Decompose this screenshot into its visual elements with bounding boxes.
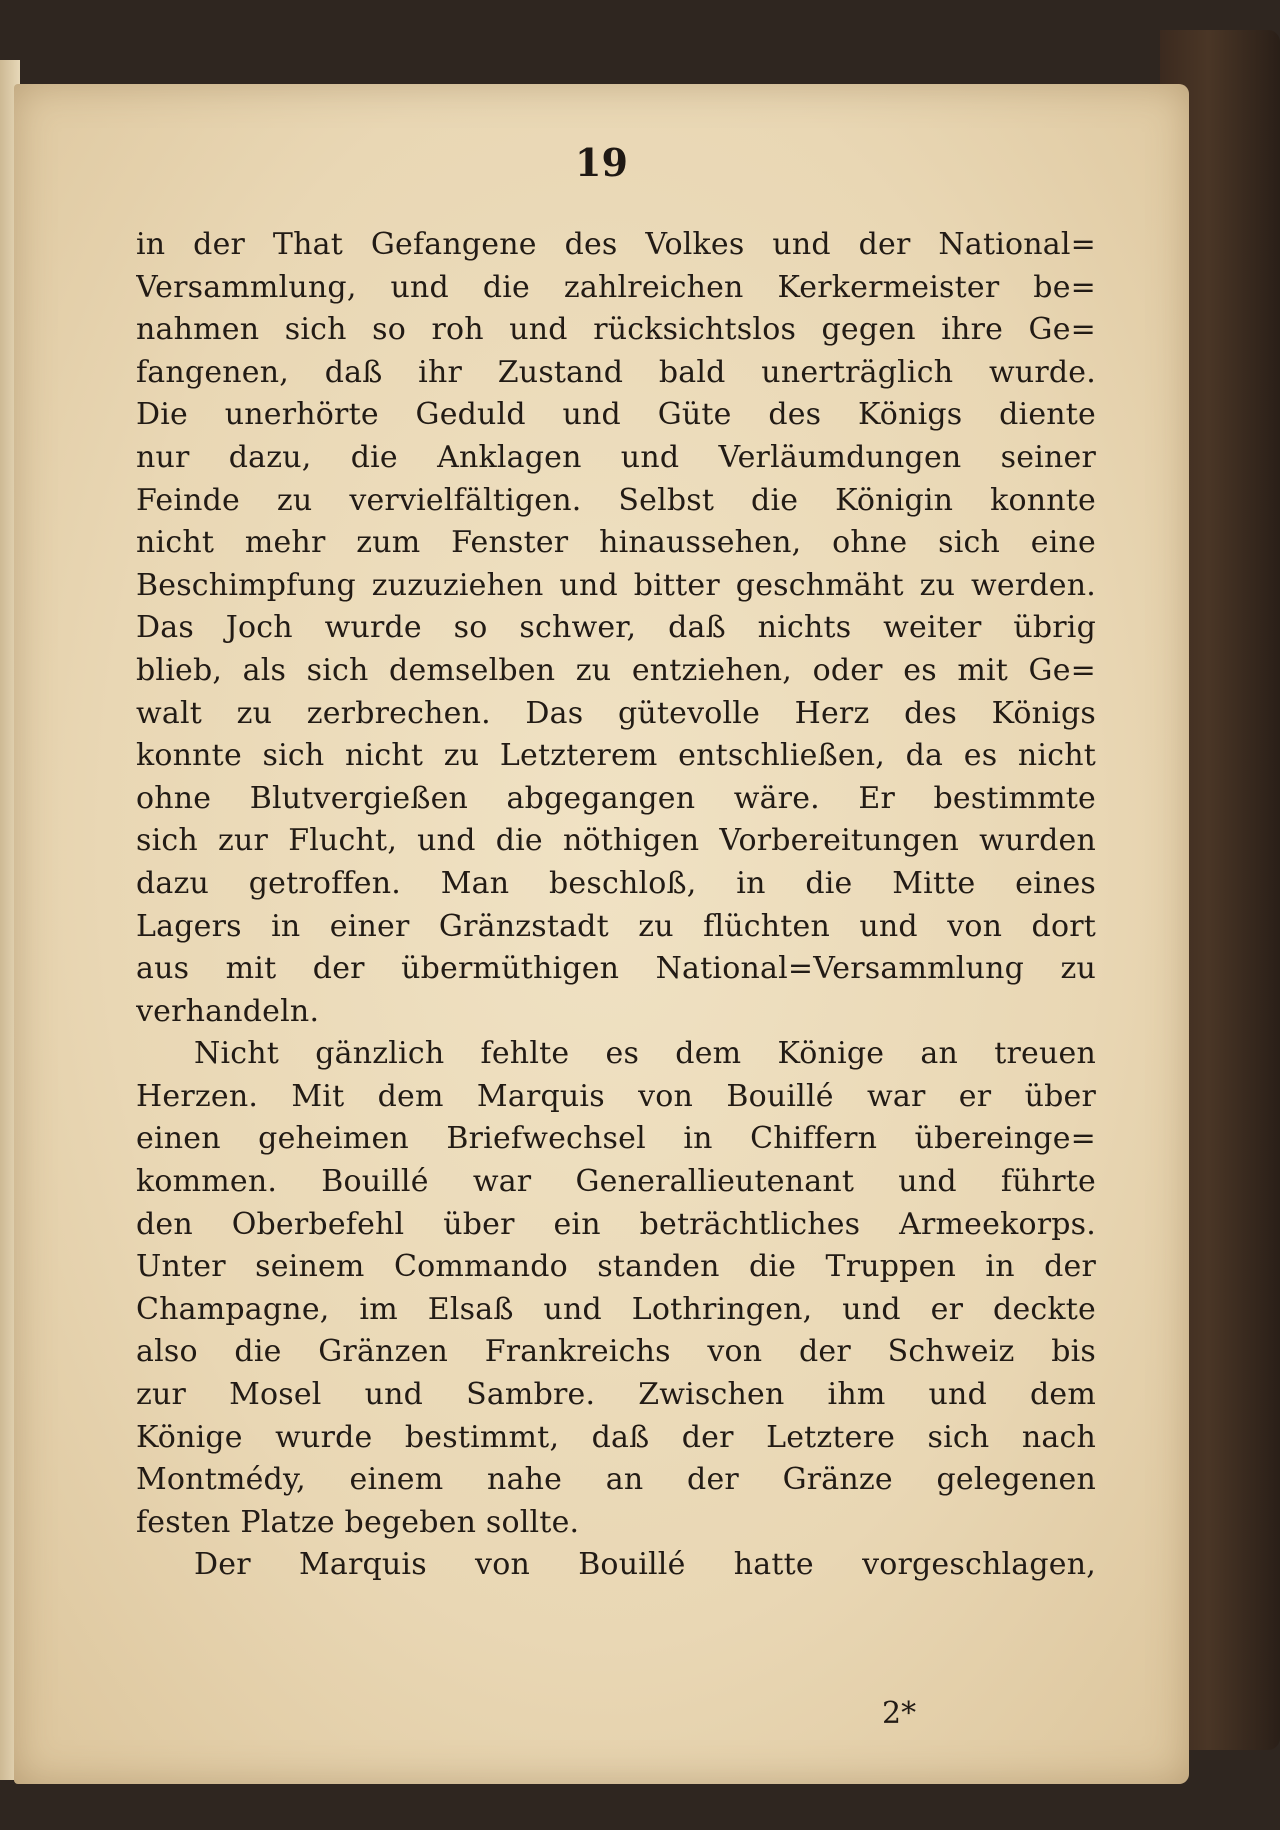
text-line: Champagne, im Elsaß und Lothringen, und er deckte [136, 1291, 1096, 1327]
signature-mark: 2* [882, 1696, 917, 1731]
text-line: sich zur Flucht, und die nöthigen Vorbereitungen wurden [136, 823, 1096, 859]
text-line: zur Mosel und Sambre. Zwischen ihm und dem [136, 1377, 1096, 1413]
text-line: walt zu zerbrechen. Das gütevolle Herz des Königs [136, 695, 1096, 731]
page-number: 19 [575, 140, 628, 185]
text-line: blieb, als sich demselben zu entziehen, oder es mit Ge= [136, 652, 1096, 688]
text-line: in der That Gefangene des Volkes und der National= [136, 227, 1096, 262]
text-line: kommen. Bouillé war Generallieutenant und führte [136, 1164, 1096, 1200]
text-line: den Oberbefehl über ein beträchtliches Armeekorps. [136, 1206, 1096, 1242]
text-line: aus mit der übermüthigen National=Versammlung zu [136, 951, 1096, 987]
text-line: dazu getroffen. Man beschloß, in die Mitte eines [136, 865, 1096, 901]
text-line: Versammlung, und die zahlreichen Kerkermeister be= [136, 269, 1096, 305]
text-line: nahmen sich so roh und rücksichtslos gegen ihre Ge= [136, 312, 1096, 348]
text-line: fangenen, daß ihr Zustand bald unerträglich wurde. [136, 354, 1096, 390]
page-text [136, 224, 1096, 1587]
text-line: also die Gränzen Frankreichs von der Schweiz bis [136, 1334, 1096, 1370]
text-line: konnte sich nicht zu Letzterem entschließen, da es nicht [136, 738, 1096, 774]
text-line: Lagers in einer Gränzstadt zu flüchten und von dort [136, 908, 1096, 944]
text-line: Montmédy, einem nahe an der Gränze gelegenen [136, 1462, 1096, 1498]
text-line: ohne Blutvergießen abgegangen wäre. Er bestimmte [136, 780, 1096, 816]
text-line: nur dazu, die Anklagen und Verläumdungen seiner [136, 439, 1096, 475]
book-page [14, 84, 1189, 1784]
text-line: festen Platze begeben sollte. [136, 1504, 580, 1540]
text-line: Könige wurde bestimmt, daß der Letztere sich nach [136, 1419, 1096, 1455]
text-line: nicht mehr zum Fenster hinaussehen, ohne sich eine [136, 525, 1096, 561]
text-line: Nicht gänzlich fehlte es dem Könige an treuen [194, 1036, 1096, 1072]
text-line: verhandeln. [136, 993, 320, 1029]
text-line: Beschimpfung zuzuziehen und bitter geschmäht zu werden. [136, 567, 1096, 603]
text-line: Feinde zu vervielfältigen. Selbst die Königin konnte [136, 482, 1096, 518]
text-line: einen geheimen Briefwechsel in Chiffern übereinge= [136, 1121, 1096, 1157]
text-line: Der Marquis von Bouillé hatte vorgeschlagen, [194, 1547, 1096, 1583]
text-line: Die unerhörte Geduld und Güte des Königs diente [136, 397, 1096, 433]
text-line: Das Joch wurde so schwer, daß nichts weiter übrig [136, 610, 1096, 646]
text-line: Herzen. Mit dem Marquis von Bouillé war er über [136, 1078, 1096, 1114]
text-line: Unter seinem Commando standen die Truppen in der [136, 1249, 1096, 1285]
